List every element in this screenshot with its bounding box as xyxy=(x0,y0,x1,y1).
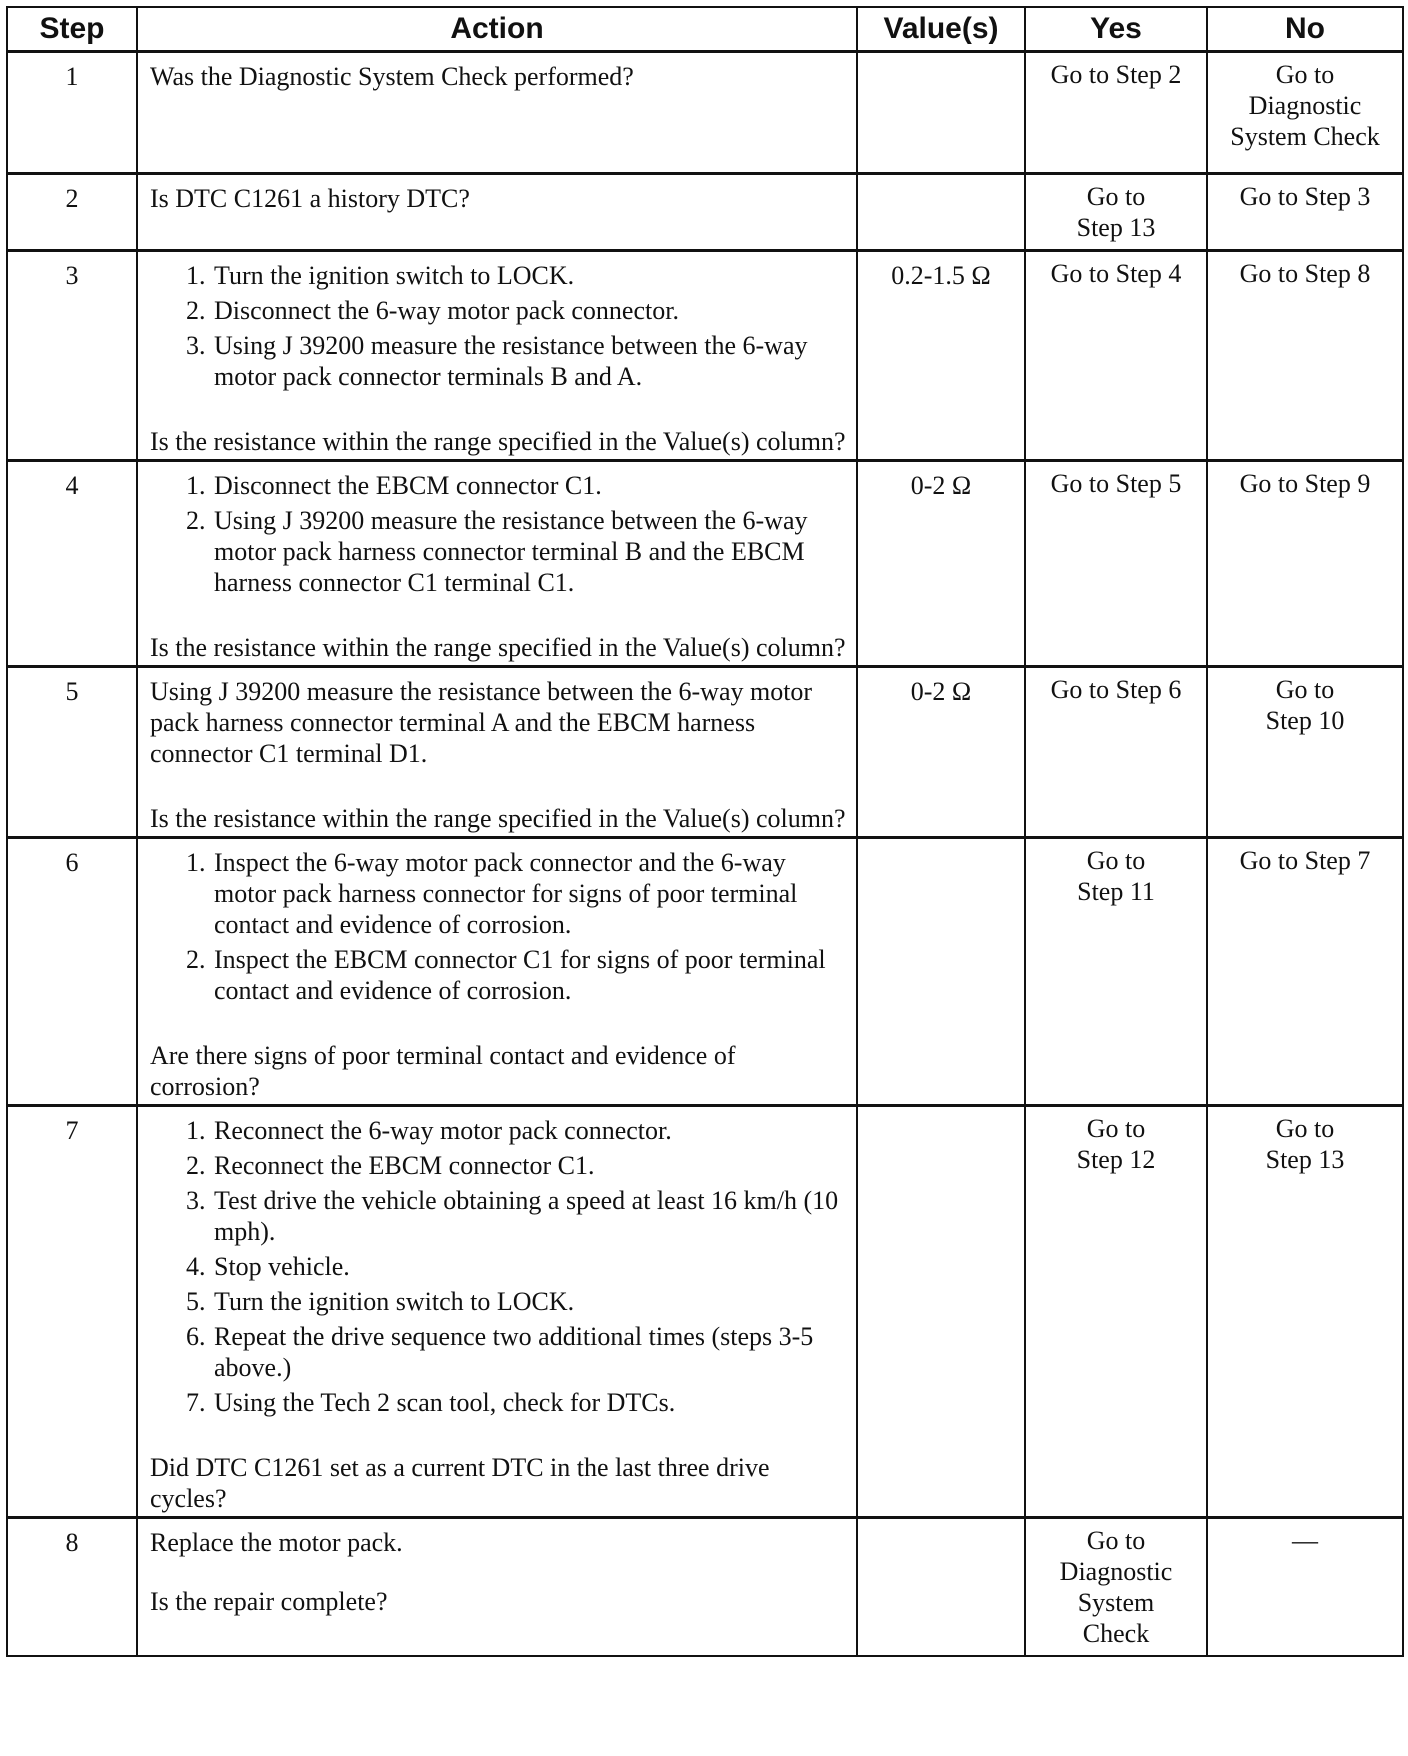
action-cell xyxy=(137,174,857,251)
action-cell xyxy=(137,838,857,1106)
yes-text: Go to Step 12 xyxy=(1076,1114,1156,1174)
yes-text: Go to Step 11 xyxy=(1077,846,1155,906)
step-number: 6 xyxy=(7,838,137,1106)
no-cell xyxy=(1207,52,1403,174)
header-step: Step xyxy=(7,7,137,52)
action-question: Is DTC C1261 a history DTC? xyxy=(150,184,470,213)
header-no: No xyxy=(1207,7,1403,52)
action-text: Using J 39200 measure the resistance between the 6-way motor pack harness connector terminal A and the EBCM harness connector C1 terminal D1. xyxy=(150,677,813,768)
diagnostic-page xyxy=(6,6,1402,1657)
action-question: Is the resistance within the range specified in the Value(s) column? xyxy=(150,804,846,833)
list-item: 2. Using J 39200 measure the resistance between the 6-way motor pack harness connector terminal B and the EBCM harness connector C1 terminal C1. xyxy=(212,505,846,598)
value-cell: 0-2 Ω xyxy=(857,461,1025,667)
action-question: Was the Diagnostic System Check performed? xyxy=(150,62,634,91)
no-cell: — xyxy=(1207,1518,1403,1657)
value-cell xyxy=(857,174,1025,251)
value-cell: 0.2-1.5 Ω xyxy=(857,251,1025,461)
step-number: 2 xyxy=(7,174,137,251)
no-cell xyxy=(1207,1106,1403,1518)
no-text: Go to Step 13 xyxy=(1265,1114,1345,1174)
list-item: 3. Test drive the vehicle obtaining a speed at least 16 km/h (10 mph). xyxy=(212,1185,846,1247)
action-cell xyxy=(137,1518,857,1657)
action-text: Replace the motor pack. xyxy=(150,1528,403,1557)
yes-cell: Go to Step 6 xyxy=(1025,667,1207,838)
list-item: 2. Inspect the EBCM connector C1 for signs of poor terminal contact and evidence of corrosion. xyxy=(212,944,846,1006)
header-values: Value(s) xyxy=(857,7,1025,52)
yes-cell xyxy=(1025,1106,1207,1518)
table-row xyxy=(7,1106,1403,1518)
action-cell xyxy=(137,1106,857,1518)
step-number: 8 xyxy=(7,1518,137,1657)
yes-text: Go to Diagnostic System Check xyxy=(1059,1526,1173,1648)
list-item: 1. Inspect the 6-way motor pack connector and the 6-way motor pack harness connector for signs of poor terminal contact and evidence of corrosion. xyxy=(212,847,846,940)
list-item: 2. Reconnect the EBCM connector C1. xyxy=(212,1150,846,1181)
list-item: 2. Disconnect the 6-way motor pack connector. xyxy=(212,295,846,326)
no-cell xyxy=(1207,667,1403,838)
table-row xyxy=(7,1518,1403,1657)
value-cell: 0-2 Ω xyxy=(857,667,1025,838)
action-steps xyxy=(150,260,846,392)
yes-text: Go to Step 13 xyxy=(1076,182,1156,242)
table-row xyxy=(7,838,1403,1106)
action-steps xyxy=(150,1115,846,1418)
no-text: Go to Diagnostic System Check xyxy=(1230,60,1380,151)
no-cell: Go to Step 3 xyxy=(1207,174,1403,251)
table-row xyxy=(7,461,1403,667)
list-item: 1. Turn the ignition switch to LOCK. xyxy=(212,260,846,291)
list-item: 1. Reconnect the 6-way motor pack connector. xyxy=(212,1115,846,1146)
table-row xyxy=(7,667,1403,838)
header-action: Action xyxy=(137,7,857,52)
action-cell xyxy=(137,461,857,667)
action-question: Is the resistance within the range specified in the Value(s) column? xyxy=(150,427,846,456)
action-question: Is the repair complete? xyxy=(150,1587,388,1616)
header-yes: Yes xyxy=(1025,7,1207,52)
action-steps xyxy=(150,470,846,598)
yes-cell: Go to Step 4 xyxy=(1025,251,1207,461)
action-cell xyxy=(137,667,857,838)
yes-cell: Go to Step 5 xyxy=(1025,461,1207,667)
table-header-row xyxy=(7,7,1403,52)
action-question: Did DTC C1261 set as a current DTC in the last three drive cycles? xyxy=(150,1453,770,1513)
list-item: 4. Stop vehicle. xyxy=(212,1251,846,1282)
list-item: 1. Disconnect the EBCM connector C1. xyxy=(212,470,846,501)
list-item: 6. Repeat the drive sequence two additional times (steps 3-5 above.) xyxy=(212,1321,846,1383)
value-cell xyxy=(857,838,1025,1106)
no-text: Go to Step 10 xyxy=(1265,675,1345,735)
step-number: 1 xyxy=(7,52,137,174)
list-item: 7. Using the Tech 2 scan tool, check for DTCs. xyxy=(212,1387,846,1418)
table-row xyxy=(7,251,1403,461)
yes-cell xyxy=(1025,174,1207,251)
action-question: Are there signs of poor terminal contact and evidence of corrosion? xyxy=(150,1041,736,1101)
action-cell xyxy=(137,52,857,174)
no-cell: Go to Step 8 xyxy=(1207,251,1403,461)
action-question: Is the resistance within the range specified in the Value(s) column? xyxy=(150,633,846,662)
table-row xyxy=(7,174,1403,251)
list-item: 3. Using J 39200 measure the resistance between the 6-way motor pack connector terminals B and A. xyxy=(212,330,846,392)
list-item: 5. Turn the ignition switch to LOCK. xyxy=(212,1286,846,1317)
table-row xyxy=(7,52,1403,174)
value-cell xyxy=(857,1518,1025,1657)
step-number: 7 xyxy=(7,1106,137,1518)
step-number: 4 xyxy=(7,461,137,667)
action-cell xyxy=(137,251,857,461)
step-number: 3 xyxy=(7,251,137,461)
no-cell: Go to Step 9 xyxy=(1207,461,1403,667)
diagnostic-table xyxy=(6,6,1404,1657)
no-cell: Go to Step 7 xyxy=(1207,838,1403,1106)
yes-cell: Go to Step 2 xyxy=(1025,52,1207,174)
step-number: 5 xyxy=(7,667,137,838)
value-cell xyxy=(857,52,1025,174)
yes-cell xyxy=(1025,1518,1207,1657)
yes-cell xyxy=(1025,838,1207,1106)
action-steps xyxy=(150,847,846,1006)
value-cell xyxy=(857,1106,1025,1518)
